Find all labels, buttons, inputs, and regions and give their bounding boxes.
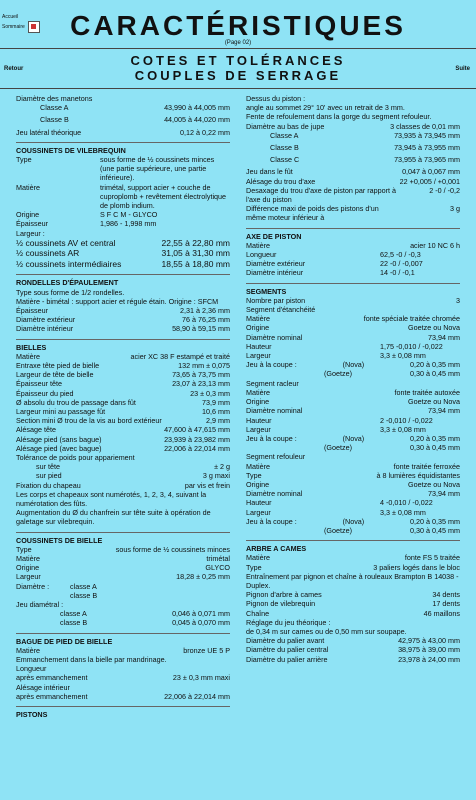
value: 23 ± 0,3 mm maxi — [172, 673, 230, 683]
value: acier XC 38 F estampé et traité — [130, 351, 230, 361]
value: 23,978 à 24,00 mm — [398, 654, 460, 664]
label: Classe B — [270, 143, 299, 153]
label: Jeu diamétral : — [16, 600, 64, 610]
label: Largeur de tête de bielle — [16, 370, 94, 380]
label: Épaisseur — [16, 219, 48, 229]
value: 46 maillons — [423, 608, 460, 618]
label: Alésage pied (sans bague) — [16, 434, 102, 444]
label: ½ coussinets AR — [16, 248, 80, 259]
value: 73,945 à 73,955 mm — [394, 143, 460, 153]
value: 44,005 à 44,020 mm — [164, 115, 230, 125]
label: Matière — [246, 387, 270, 397]
label: (Nova) — [342, 516, 365, 526]
label: Longueur — [246, 250, 277, 260]
value: 3 g maxi — [202, 471, 230, 481]
label: Alésage pied (avec bague) — [16, 443, 102, 453]
right-column — [246, 94, 460, 664]
value: trimétal, support acier + couche de cuproplomb + revêtement électrolytique de plomb indium. — [100, 182, 227, 211]
text: Type sous forme de 1/2 rondelles. — [16, 287, 125, 297]
label: Origine — [246, 479, 270, 489]
value: 23 ± 0,3 mm — [190, 388, 230, 398]
value: 0,20 à 0,35 mm — [410, 516, 460, 526]
value: 31,05 à 31,30 mm — [161, 248, 230, 259]
text: Largeur : — [16, 228, 45, 238]
value: 22 -0 / -0,007 — [380, 259, 423, 269]
value: 73,94 mm — [428, 406, 460, 416]
text: Tolérance de poids pour appariement — [16, 453, 135, 462]
section-heading: BIELLES — [16, 339, 230, 352]
value: 1,75 -0,010 / -0,022 — [380, 341, 443, 351]
value: 58,90 à 59,15 mm — [172, 324, 230, 334]
label: Diamètre du palier central — [246, 645, 329, 655]
label: Entraxe tête pied de bielle — [16, 360, 100, 370]
text: Les corps et chapeaux sont numérotés, 1, 2, 3, 4, suivant la numérotation des fûts. — [16, 489, 207, 509]
label: Diamètre extérieur — [16, 315, 76, 325]
label: sur pied — [36, 471, 62, 481]
value: acier 10 NC 6 h — [410, 240, 460, 250]
value: 43,990 à 44,005 mm — [164, 103, 230, 113]
value: 3 classes de 0,01 mm — [390, 121, 460, 131]
value: 3 g — [450, 204, 460, 214]
label: après emmanchement — [16, 673, 88, 683]
section-heading: ARBRE A CAMES — [246, 540, 460, 553]
left-column — [16, 94, 230, 719]
text: Entraînement par pignon et chaîne à rouleaux Brampton B 14038 - Duplex. — [246, 571, 459, 590]
section-heading: SEGMENTS — [246, 283, 460, 296]
label: Nombre par piston — [246, 295, 306, 305]
label: Largeur mini au passage fût — [16, 406, 106, 416]
home-link[interactable]: Accueil — [2, 14, 19, 20]
label: (Nova) — [342, 433, 365, 443]
value: classe A — [70, 581, 97, 591]
value: 38,975 à 39,00 mm — [398, 645, 460, 655]
value: 0,30 à 0,45 mm — [410, 525, 460, 535]
value: 34 dents — [432, 590, 460, 600]
label: Origine — [16, 563, 40, 573]
label: Type — [246, 562, 262, 572]
value: 3,3 ± 0,08 mm — [380, 424, 426, 434]
value: 73,94 mm — [428, 489, 460, 499]
label: Type — [16, 155, 32, 165]
value: 3,3 ± 0,08 mm — [380, 351, 426, 361]
value: 47,600 à 47,615 mm — [164, 425, 230, 435]
label: Épaisseur — [16, 305, 48, 315]
divider-top — [0, 48, 476, 49]
label: Diamètre intérieur — [16, 324, 74, 334]
value: 17 dents — [432, 599, 460, 609]
label: Matière — [246, 461, 270, 471]
value: 3 — [456, 295, 460, 305]
label: Différence maxi de poids des pistons d'un même moteur inférieur à — [246, 204, 379, 223]
label: Desaxage du trou d'axe de piston par rapport à l'axe du piston — [246, 185, 397, 205]
label: Matière — [246, 314, 270, 324]
value: 2,9 mm — [206, 416, 230, 426]
label: Largeur — [246, 507, 271, 517]
text: Diamètre des manetons — [16, 94, 93, 103]
value: trimétal — [206, 554, 230, 564]
text: Dessus du piston : — [246, 94, 306, 103]
text: Emmanchement dans la bielle par mandrinage. — [16, 655, 167, 665]
value: 62,5 -0 / -0,3 — [380, 250, 421, 260]
label: (Nova) — [342, 360, 365, 370]
label: Classe A — [40, 103, 69, 113]
value: 4 -0,010 / -0,022 — [380, 498, 433, 508]
value: 22,006 à 22,014 mm — [164, 691, 230, 701]
value: 0,20 à 0,35 mm — [410, 433, 460, 443]
value: 42,975 à 43,00 mm — [398, 636, 460, 646]
text: Segment racleur — [246, 378, 299, 388]
value: 73,955 à 73,965 mm — [394, 155, 460, 165]
label: ½ coussinets intermédiaires — [16, 258, 122, 269]
value: sous forme de ½ coussinets minces (une partie supérieure, une partie inférieure). — [100, 155, 215, 183]
label: Hauteur — [246, 498, 272, 508]
value: 73,9 mm — [202, 397, 230, 407]
label: Chaîne — [246, 608, 270, 618]
section-heading: COUSSINETS DE VILEBREQUIN — [16, 142, 230, 155]
label: Diamètre du palier avant — [246, 636, 325, 646]
value: à 8 lumières équidistantes — [376, 470, 460, 480]
value: Goetze ou Nova — [408, 397, 460, 407]
label: Matière — [16, 182, 40, 192]
value: par vis et frein — [184, 480, 230, 490]
label: Origine — [246, 323, 270, 333]
value: fonte spéciale traitée chromée — [363, 314, 460, 324]
text: Alésage intérieur — [16, 682, 70, 692]
text: Augmentation du Ø du chanfrein sur tête suite à opération de galetage sur vilebrequin. — [16, 508, 211, 527]
value: 22 +0,005 / +0,001 — [399, 176, 460, 186]
label: classe B — [60, 618, 88, 628]
label: Hauteur — [246, 415, 272, 425]
value: 10,6 mm — [202, 406, 230, 416]
value: 18,55 à 18,80 mm — [161, 258, 230, 269]
label: après emmanchement — [16, 691, 88, 701]
label: Diamètre nominal — [246, 406, 303, 416]
label: Matière — [16, 645, 40, 655]
label: Hauteur — [246, 341, 272, 351]
suite-link[interactable]: Suite — [455, 66, 470, 72]
value: 22,55 à 22,80 mm — [161, 237, 230, 248]
label: Type — [246, 470, 262, 480]
value: 0,30 à 0,45 mm — [410, 369, 460, 379]
value: 3,3 ± 0,08 mm — [380, 507, 426, 517]
value: 0,045 à 0,070 mm — [172, 618, 230, 628]
label: Épaisseur tête — [16, 379, 62, 389]
label: Diamètre nominal — [246, 489, 303, 499]
label: Diamètre au bas de jupe — [246, 121, 325, 131]
value: 76 à 76,25 mm — [182, 315, 230, 325]
value: fonte traitée ferroxée — [393, 461, 460, 471]
text: de 0,34 m sur cames ou de 0,50 mm sur soupape. — [246, 626, 407, 636]
value: bronze UE 5 P — [183, 645, 230, 655]
value: 1,986 - 1,998 mm — [100, 219, 157, 229]
label: Jeu latéral théorique — [16, 127, 82, 137]
value: fonte traitée autoxée — [394, 387, 460, 397]
text: Segment refouleur — [246, 452, 306, 462]
value: 73,65 à 73,75 mm — [172, 370, 230, 380]
value: 23,07 à 23,13 mm — [172, 379, 230, 389]
section-heading: COUSSINETS DE BIELLE — [16, 532, 230, 545]
divider-sub — [0, 88, 476, 89]
value: fonte FS 5 traitée — [404, 553, 460, 563]
label: Matière — [246, 240, 270, 250]
label: (Goetze) — [324, 525, 352, 535]
text: Réglage du jeu théorique : — [246, 617, 331, 627]
value: ± 2 g — [214, 462, 230, 472]
label: Ø absolu du trou de passage dans fût — [16, 397, 136, 407]
text: Longueur — [16, 664, 47, 674]
label: ½ coussinets AV et central — [16, 237, 116, 248]
text: Matière - bimétal : support acier et régule étain. Origine : SFCM — [16, 296, 219, 306]
page-title: CARACTÉRISTIQUES — [70, 10, 406, 41]
label: Classe C — [270, 155, 300, 165]
value: Goetze ou Nova — [408, 479, 460, 489]
label: (Goetze) — [324, 369, 352, 379]
label: Alésage du trou d'axe — [246, 176, 316, 186]
value: Goetze ou Nova — [408, 323, 460, 333]
value: 3 paliers logés dans le bloc — [373, 562, 460, 572]
subtitle-1: COTES ET TOLÉRANCES — [130, 53, 346, 68]
value: 0,047 à 0,067 mm — [402, 167, 460, 177]
label: Jeu à la coupe : — [246, 360, 297, 370]
label: (Goetze) — [324, 443, 352, 453]
value: classe B — [70, 590, 98, 600]
label: Diamètre : — [16, 581, 50, 591]
label: Pignon d'arbre à cames — [246, 590, 322, 600]
value: 2 -0 / -0,2 — [429, 185, 460, 195]
value: sous forme de ½ coussinets minces — [115, 544, 230, 554]
section-heading: BAGUE DE PIED DE BIELLE — [16, 633, 230, 646]
label: Matière — [16, 351, 40, 361]
label: Jeu à la coupe : — [246, 433, 297, 443]
label: Fixation du chapeau — [16, 480, 81, 490]
value: 0,20 à 0,35 mm — [410, 360, 460, 370]
label: Type — [16, 544, 32, 554]
subtitle-2: COUPLES DE SERRAGE — [134, 68, 342, 83]
label: Largeur — [246, 424, 271, 434]
value: 0,046 à 0,071 mm — [172, 609, 230, 619]
summary-link[interactable]: Sommaire — [2, 23, 25, 30]
label: Classe B — [40, 115, 69, 125]
value: GLYCO — [205, 563, 230, 573]
label: classe A — [60, 609, 87, 619]
label: Origine — [16, 210, 40, 220]
label: Pignon de vilebrequin — [246, 599, 316, 609]
label: Section mini Ø trou de la vis au bord extérieur — [16, 416, 162, 426]
label: sur tête — [36, 462, 60, 472]
value: 23,939 à 23,982 mm — [164, 434, 230, 444]
label: Diamètre intérieur — [246, 268, 304, 278]
section-heading: AXE DE PISTON — [246, 228, 460, 241]
section-heading: PISTONS — [16, 706, 230, 719]
value: 22,006 à 22,014 mm — [164, 443, 230, 453]
value: 2,31 à 2,36 mm — [180, 305, 230, 315]
label: Largeur — [246, 351, 271, 361]
value: 18,28 ± 0,25 mm — [176, 572, 230, 582]
label: Origine — [246, 397, 270, 407]
label: Largeur — [16, 572, 41, 582]
label: Jeu à la coupe : — [246, 516, 297, 526]
value: 132 mm ± 0,075 — [178, 360, 230, 370]
label: Matière — [16, 554, 40, 564]
label: Jeu dans le fût — [246, 167, 293, 177]
section-heading: RONDELLES D'ÉPAULEMENT — [16, 274, 230, 287]
value: 73,935 à 73,945 mm — [394, 130, 460, 140]
text: angle au sommet 29° 10' avec un retrait de 3 mm. — [246, 103, 405, 113]
value: 73,94 mm — [428, 332, 460, 342]
label: Diamètre du palier arrière — [246, 654, 328, 664]
label: Classe A — [270, 130, 299, 140]
label: Diamètre extérieur — [246, 259, 306, 269]
value: 0,12 à 0,22 mm — [180, 127, 230, 137]
text: Segment d'étanchéité — [246, 305, 316, 315]
value: S F C M - GLYCO — [100, 210, 158, 220]
value: 14 -0 / -0,1 — [380, 268, 415, 278]
label: Matière — [246, 553, 270, 563]
retour-link[interactable]: Retour — [4, 66, 24, 72]
text: Fente de refoulement dans la gorge du segment refouleur. — [246, 112, 432, 122]
page-number: (Page 02) — [224, 40, 252, 46]
label: Épaisseur du pied — [16, 388, 74, 398]
label: Diamètre nominal — [246, 332, 303, 342]
value: 0,30 à 0,45 mm — [410, 443, 460, 453]
value: 2 -0,010 / -0,022 — [380, 415, 433, 425]
label: Alésage tête — [16, 425, 56, 435]
